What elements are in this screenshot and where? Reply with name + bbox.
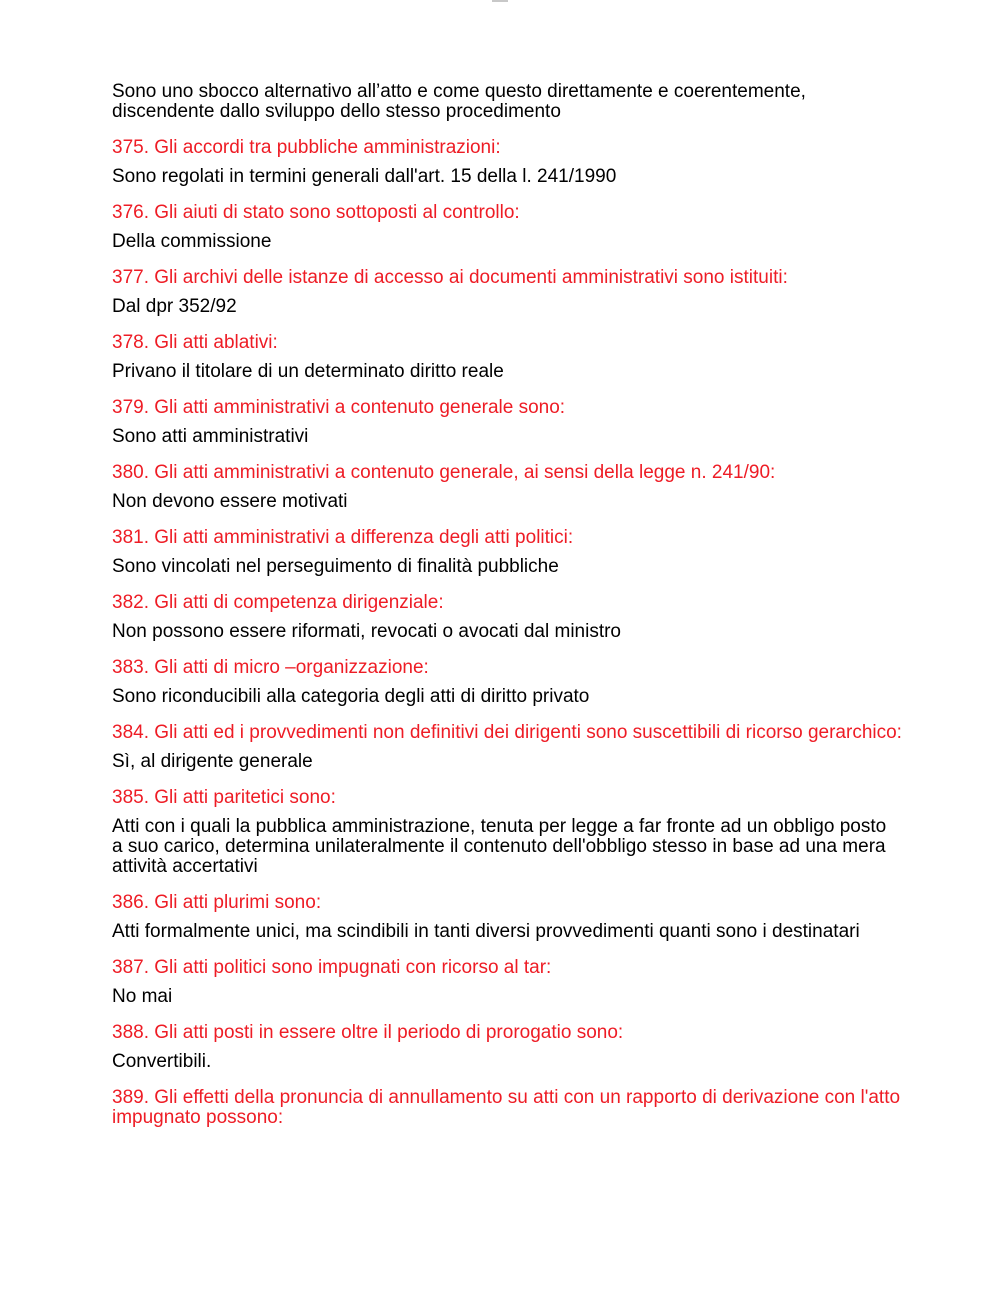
- answer-text: Sono atti amministrativi: [112, 426, 309, 447]
- question-text: 375. Gli accordi tra pubbliche amministrazioni:: [112, 137, 501, 158]
- intro-answer: Sono uno sbocco alternativo all’atto e come questo direttamente e coerentemente, discendente dallo sviluppo dello stesso procedimento: [112, 81, 806, 122]
- header-mark: [492, 0, 508, 2]
- question-text: 376. Gli aiuti di stato sono sottoposti al controllo:: [112, 202, 520, 223]
- question-text: 382. Gli atti di competenza dirigenziale:: [112, 592, 444, 613]
- answer-text: No mai: [112, 986, 173, 1007]
- question-text: 385. Gli atti paritetici sono:: [112, 787, 336, 808]
- question-text: 377. Gli archivi delle istanze di accesso ai documenti amministrativi sono istituiti:: [112, 267, 788, 288]
- answer-text: Convertibili.: [112, 1051, 212, 1072]
- answer-text: Atti formalmente unici, ma scindibili in tanti diversi provvedimenti quanti sono i destinatari: [112, 921, 860, 942]
- answer-text: Dal dpr 352/92: [112, 296, 237, 317]
- answer-text: Sono regolati in termini generali dall'art. 15 della l. 241/1990: [112, 166, 617, 187]
- answer-text: Non devono essere motivati: [112, 491, 348, 512]
- question-text: 388. Gli atti posti in essere oltre il periodo di prorogatio sono:: [112, 1022, 624, 1043]
- answer-text: Sì, al dirigente generale: [112, 751, 313, 772]
- question-text: 379. Gli atti amministrativi a contenuto generale sono:: [112, 397, 566, 418]
- question-text: 380. Gli atti amministrativi a contenuto generale, ai sensi della legge n. 241/90:: [112, 462, 776, 483]
- question-text: 378. Gli atti ablativi:: [112, 332, 278, 353]
- answer-text: Della commissione: [112, 231, 272, 252]
- answer-text: Non possono essere riformati, revocati o avocati dal ministro: [112, 621, 622, 642]
- question-text: 389. Gli effetti della pronuncia di annullamento su atti con un rapporto di derivazione con l'atto impugnato possono:: [112, 1087, 901, 1128]
- answer-text: Privano il titolare di un determinato diritto reale: [112, 361, 504, 382]
- qa-list: [112, 138, 902, 1128]
- document-page: [112, 82, 902, 1137]
- answer-text: Sono vincolati nel perseguimento di finalità pubbliche: [112, 556, 559, 577]
- question-text: 381. Gli atti amministrativi a differenza degli atti politici:: [112, 527, 574, 548]
- question-text: 387. Gli atti politici sono impugnati con ricorso al tar:: [112, 957, 552, 978]
- answer-text: Atti con i quali la pubblica amministrazione, tenuta per legge a far fronte ad un obbligo posto a suo carico, determina unilateralmente il contenuto dell'obbligo stesso in base ad una mera attività accertativi: [112, 816, 887, 877]
- question-text: 384. Gli atti ed i provvedimenti non definitivi dei dirigenti sono suscettibili di ricorso gerarchico:: [112, 722, 902, 743]
- question-text: 383. Gli atti di micro –organizzazione:: [112, 657, 429, 678]
- question-text: 386. Gli atti plurimi sono:: [112, 892, 322, 913]
- answer-text: Sono riconducibili alla categoria degli atti di diritto privato: [112, 686, 590, 707]
